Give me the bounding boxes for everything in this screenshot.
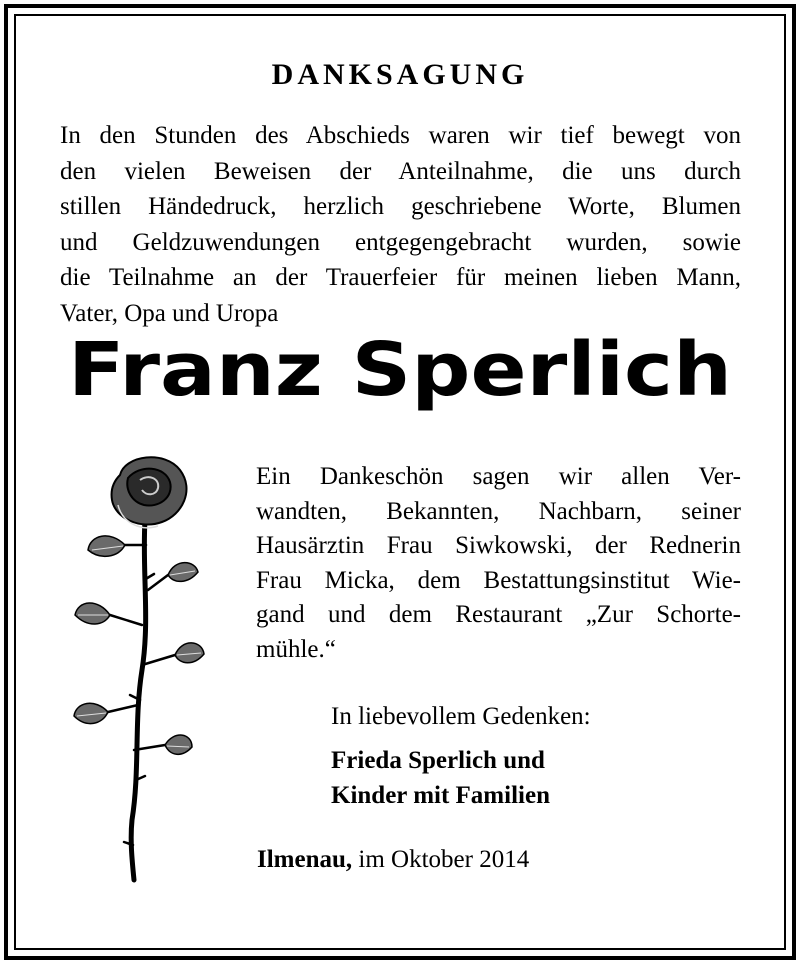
- deceased-name-graphic: [50, 325, 750, 415]
- thanks-line: gand und dem Restaurant „Zur Schorte-: [256, 601, 741, 628]
- thanks-line: Frau Micka, dem Bestattungsinstitut Wie-: [256, 566, 741, 594]
- heading: DANKSAGUNG: [271, 58, 529, 91]
- place-date: [257, 846, 529, 874]
- thanks-line: Hausärztin Frau Siwkowski, der Rednerin: [256, 532, 741, 559]
- deceased-name-text: Franz Sperlich: [68, 327, 732, 413]
- family-line: Frieda Sperlich und: [331, 747, 545, 774]
- intro-line: In den Stunden des Abschieds waren wir tief bewegt von: [60, 122, 741, 149]
- intro-line: die Teilnahme an der Trauerfeier für meinen lieben Mann,: [60, 264, 741, 291]
- intro-line: stillen Händedruck, herzlich geschriebene Worte, Blumen: [60, 193, 741, 220]
- intro-line: Vater, Opa und Uropa: [60, 299, 279, 327]
- family-signature: [331, 743, 550, 813]
- intro-line: den vielen Beweisen der Anteilnahme, die uns durch: [60, 157, 741, 185]
- thanks-line: wandten, Bekannten, Nachbarn, seiner: [256, 497, 741, 525]
- intro-text: [60, 118, 741, 331]
- place: Ilmenau,: [257, 846, 353, 873]
- family-line: Kinder mit Familien: [331, 782, 550, 809]
- rose-icon: [70, 450, 210, 890]
- thanks-line: mühle.“: [256, 635, 336, 663]
- thanks-text: [256, 460, 741, 667]
- date: im Oktober 2014: [358, 846, 530, 873]
- memory-line: In liebevollem Gedenken:: [331, 703, 591, 730]
- intro-line: und Geldzuwendungen entgegengebracht wurden, sowie: [60, 228, 741, 256]
- deceased-name: [0, 325, 800, 415]
- thanks-line: Ein Dankeschön sagen wir allen Ver-: [256, 463, 741, 490]
